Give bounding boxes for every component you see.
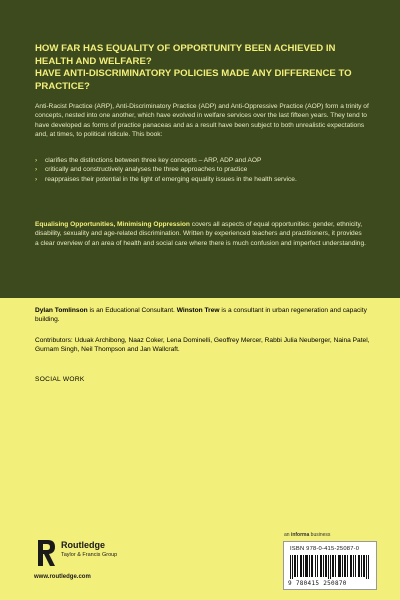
arrow-icon: › [35, 157, 38, 164]
author-text: is an Educational Consultant. [87, 307, 177, 314]
bullet-item [35, 156, 375, 165]
bullet-text: reappraises their potential in the light of emerging equality issues in the health service. [45, 175, 297, 183]
informa-prefix: an [284, 532, 291, 538]
informa-suffix: business [309, 532, 331, 538]
isbn-label: ISBN 978-0-415-25087-0 [290, 546, 360, 552]
intro-paragraph: Anti-Racist Practice (ARP), Anti-Discriminatory Practice (ADP) and Anti-Oppressive Practice (AOP) form a trinity of concepts, nested into one another, which have evolved in welfare services over the last fifteen years. They tend to have developed as forms of practice panaceas and as a result have been subject to both unrealistic expectations and, at times, to political ridicule. This book: [35, 103, 369, 139]
publisher-name: Routledge [61, 540, 105, 550]
routledge-logo-icon [34, 538, 58, 568]
contributors: Contributors: Uduak Archibong, Naaz Coker, Lena Dominelli, Geoffrey Mercer, Rabbi Julia Neuberger, Naina Patel, Gurnam Singh, Neil Thompson and Jan Wallcraft. [35, 337, 370, 354]
bullet-item [35, 165, 375, 174]
informa-brand: informa [290, 532, 310, 538]
arrow-icon: › [35, 166, 38, 174]
barcode-icon [290, 555, 370, 579]
book-title: Equalising Opportunities, Minimising Oppression [35, 221, 190, 228]
bullet-text: critically and constructively analyses the three approaches to practice [45, 166, 248, 174]
barcode-digits: 9 780415 250870 [288, 580, 347, 587]
author-name: Dylan Tomlinson [35, 307, 88, 314]
bullet-text: clarifies the distinctions between three key concepts – ARP, ADP and AOP [45, 157, 262, 164]
arrow-icon: › [35, 175, 38, 183]
question-line: HAVE ANTI-DISCRIMINATORY POLICIES MADE ANY DIFFERENCE TO [35, 68, 352, 80]
publisher-url[interactable]: www.routledge.com [34, 574, 91, 580]
publisher-group: Taylor & Francis Group [61, 552, 118, 558]
informa-tagline [284, 532, 330, 538]
question-line: HOW FAR HAS EQUALITY OF OPPORTUNITY BEEN ACHIEVED IN [35, 43, 336, 54]
summary-text-2: a clear overview of an area of health and social care where there is much confusion and imperfect understanding. [35, 239, 366, 247]
summary-paragraph [35, 220, 377, 248]
author-name: Winston Trew [176, 307, 220, 314]
author-bio [35, 306, 375, 325]
bullet-list [35, 156, 375, 184]
barcode-box [283, 541, 377, 590]
question-line: PRACTICE? [35, 80, 90, 92]
summary-text: covers all aspects of equal opportunities: gender, ethnicity, disability, sexuality and age-related discrimination. Written by experienced teachers and practitioners, it provides [35, 221, 363, 238]
author-text: is a consultant in urban regeneration and capacity building. [35, 307, 367, 324]
cover-top-panel [0, 0, 400, 298]
category-label: SOCIAL WORK [35, 376, 85, 383]
bullet-item [35, 175, 375, 184]
question-line: HEALTH AND WELFARE? [35, 55, 152, 67]
headline-questions [35, 43, 380, 93]
